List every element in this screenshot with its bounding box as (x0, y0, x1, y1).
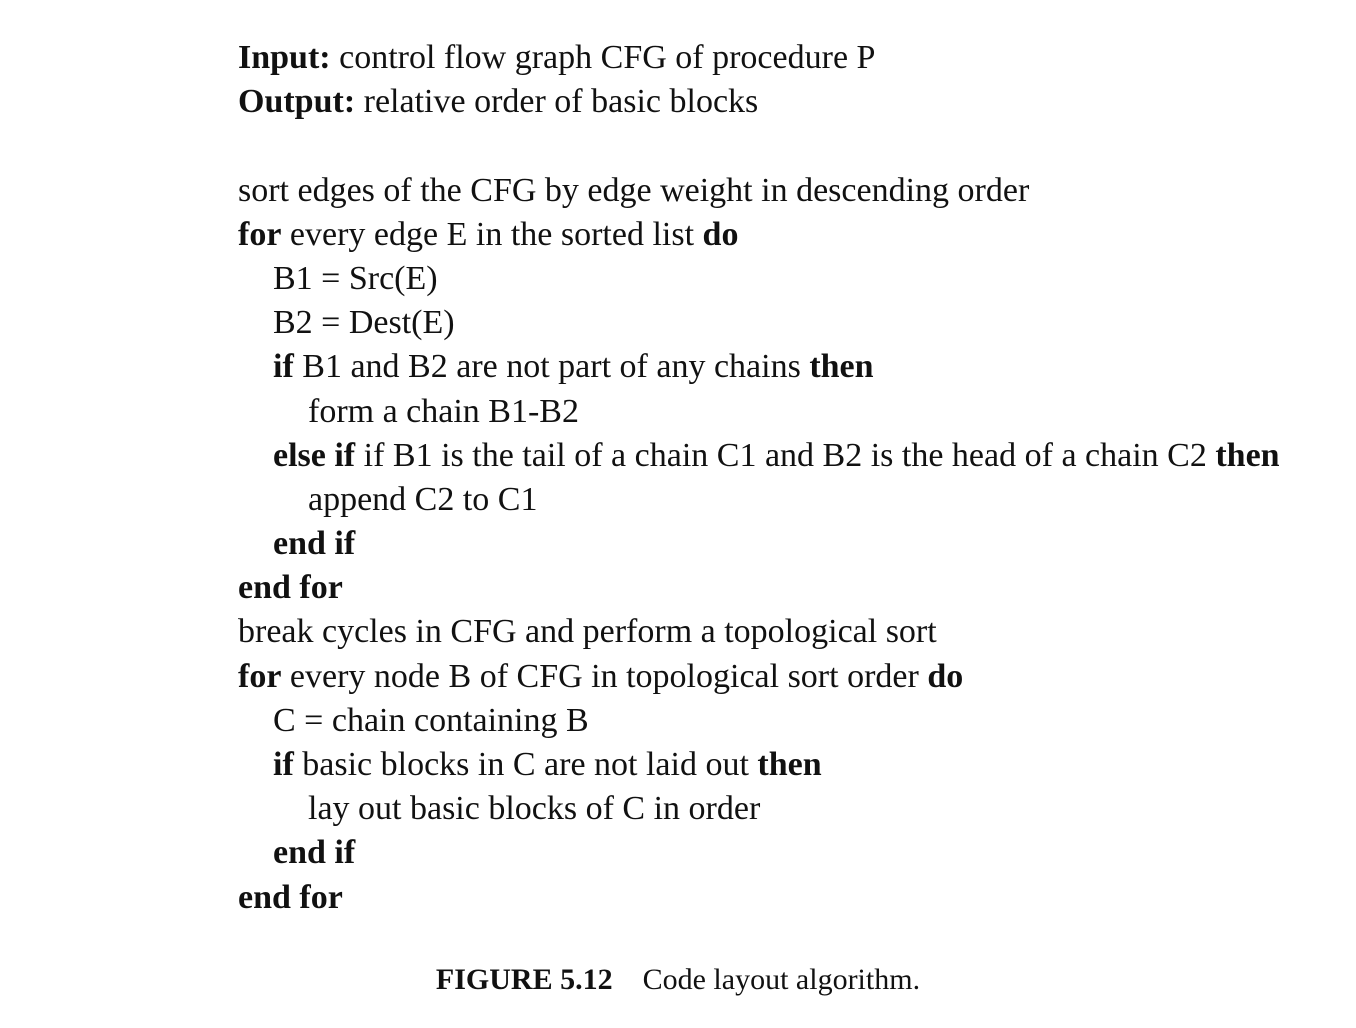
output-description: relative order of basic blocks (355, 83, 759, 121)
then-keyword: then (757, 746, 822, 783)
append-chain-line: append C2 to C1 (308, 480, 538, 518)
b1-assign-line: B1 = Src(E) (273, 259, 438, 297)
do-keyword: do (927, 657, 964, 695)
end-for-line (238, 566, 1280, 610)
for-edges-line (238, 213, 1280, 257)
else-if-keyword: else if (273, 436, 356, 474)
input-description: control flow graph CFG of procedure P (330, 39, 876, 76)
figure-caption-text: Code layout algorithm. (642, 963, 921, 996)
end-if-line (238, 522, 1280, 566)
do-keyword: do (702, 215, 739, 253)
if-not-chained-text: B1 and B2 are not part of any chains (293, 348, 810, 386)
end-for-keyword: end for (238, 569, 343, 607)
if-keyword: if (273, 348, 294, 386)
for-keyword: for (238, 215, 282, 253)
else-if-text: if B1 is the tail of a chain C1 and B2 is the head of a chain C2 (355, 436, 1216, 474)
then-keyword: then (1215, 436, 1280, 474)
if-not-laid-out-text: basic blocks in C are not laid out (293, 746, 758, 783)
figure-number: FIGURE 5.12 (435, 963, 613, 996)
c-assign-line: C = chain containing B (273, 701, 589, 739)
algorithm-listing (238, 36, 1280, 920)
break-cycles-line: break cycles in CFG and perform a topological sort (238, 613, 937, 651)
form-chain-line: form a chain B1-B2 (308, 392, 579, 430)
b2-assign-line: B2 = Dest(E) (273, 304, 455, 342)
output-keyword: Output: (238, 83, 356, 121)
sort-edges-line: sort edges of the CFG by edge weight in descending order (238, 171, 1030, 209)
if-not-chained-line (238, 345, 1280, 389)
then-keyword: then (809, 348, 874, 386)
figure-caption (0, 958, 1356, 1002)
end-for-keyword: end for (238, 878, 343, 916)
end-if-keyword: end if (273, 525, 356, 563)
lay-out-line: lay out basic blocks of C in order (308, 790, 761, 828)
end-if-line (238, 831, 1280, 875)
for-nodes-line (238, 655, 1280, 699)
for-keyword: for (238, 657, 282, 695)
if-not-laid-out-line (238, 743, 1280, 787)
output-line (238, 80, 1280, 124)
end-for-line (238, 876, 1280, 920)
input-keyword: Input: (238, 39, 331, 76)
for-edges-text: every edge E in the sorted list (281, 215, 703, 253)
end-if-keyword: end if (273, 834, 356, 872)
for-nodes-text: every node B of CFG in topological sort order (281, 657, 928, 695)
blank-line (238, 124, 1280, 168)
input-line (238, 36, 1280, 80)
else-if-line (238, 434, 1280, 478)
if-keyword: if (273, 746, 294, 783)
